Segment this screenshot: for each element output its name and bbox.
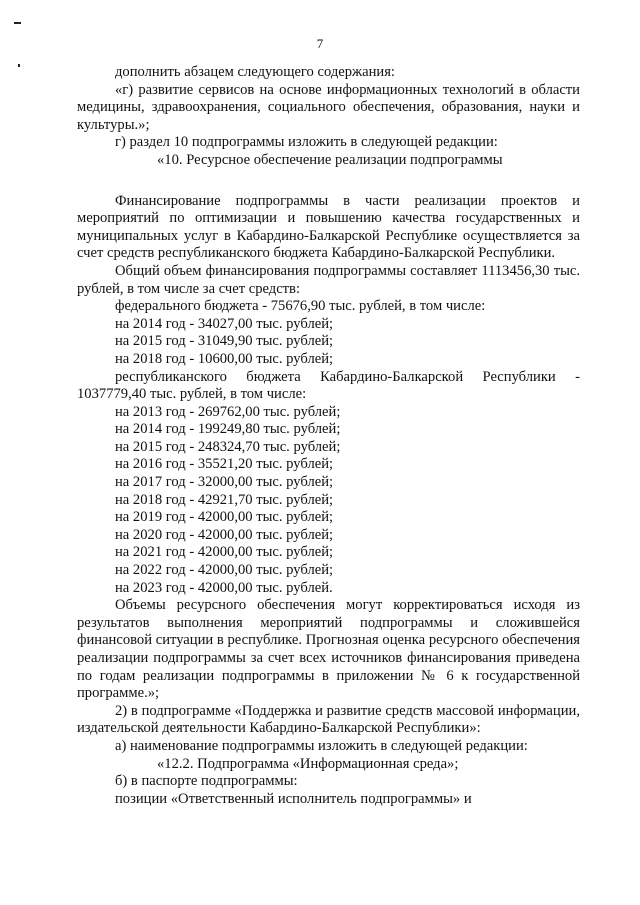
list-item: на 2017 год - 32000,00 тыс. рублей; [115, 474, 334, 491]
list-item: на 2018 год - 10600,00 тыс. рублей; [115, 350, 334, 367]
republic-budget-list [77, 404, 580, 598]
paragraph: республиканского бюджета Кабардино-Балкарской Республики - 1037779,40 тыс. рублей, в том числе: [77, 368, 580, 403]
list-item: на 2021 год - 42000,00 тыс. рублей; [115, 544, 334, 561]
list-item: на 2015 год - 248324,70 тыс. рублей; [115, 438, 341, 455]
paragraph: Объемы ресурсного обеспечения могут корректироваться исходя из результатов выполнения мероприятий подпрограммы и сложившейся финансовой ситуации в республике. Прогнозная оценка ресурсного обеспечения реализации подпрограммы за счет всех источников финансирования приведена по годам реализации подпрограммы в приложении № 6 к государственной программе.»; [77, 597, 580, 702]
list-item: на 2015 год - 31049,90 тыс. рублей; [115, 333, 334, 350]
paragraph: позиции «Ответственный исполнитель подпрограммы» и [115, 790, 472, 807]
paragraph: дополнить абзацем следующего содержания: [115, 64, 395, 80]
scan-artifact-mark [14, 22, 21, 24]
list-item: на 2022 год - 42000,00 тыс. рублей; [115, 562, 334, 579]
paragraph: г) раздел 10 подпрограммы изложить в следующей редакции: [115, 134, 498, 151]
paragraph: а) наименование подпрограммы изложить в следующей редакции: [115, 737, 528, 754]
page-number: 7 [316, 36, 324, 51]
list-item: на 2014 год - 34027,00 тыс. рублей; [115, 315, 334, 332]
list-item: на 2016 год - 35521,20 тыс. рублей; [115, 456, 334, 473]
list-item: на 2020 год - 42000,00 тыс. рублей; [115, 526, 334, 543]
list-item: на 2013 год - 269762,00 тыс. рублей; [115, 403, 341, 420]
document-body [77, 64, 580, 808]
section-heading: «10. Ресурсное обеспечение реализации подпрограммы [157, 151, 503, 168]
paragraph: б) в паспорте подпрограммы: [115, 773, 298, 790]
list-item: на 2019 год - 42000,00 тыс. рублей; [115, 509, 334, 526]
list-item: на 2023 год - 42000,00 тыс. рублей. [115, 579, 333, 596]
paragraph: «12.2. Подпрограмма «Информационная среда»; [157, 755, 459, 772]
list-item: на 2014 год - 199249,80 тыс. рублей; [115, 421, 341, 438]
paragraph: федерального бюджета - 75676,90 тыс. рублей, в том числе: [115, 298, 486, 315]
scan-artifact-mark [18, 64, 20, 67]
paragraph: Финансирование подпрограммы в части реализации проектов и мероприятий по оптимизации и повышению качества государственных и муниципальных услуг в Кабардино-Балкарской Республике осуществляется за счет средств республиканского бюджета Кабардино-Балкарской Республики. [77, 192, 580, 262]
federal-budget-list [77, 316, 580, 369]
list-item: на 2018 год - 42921,70 тыс. рублей; [115, 491, 334, 508]
paragraph: Общий объем финансирования подпрограммы составляет 1113456,30 тыс. рублей, в том числе за счет средств: [77, 262, 580, 297]
paragraph: «г) развитие сервисов на основе информационных технологий в области медицины, здравоохранения, социального обеспечения, образования, науки и культуры.»; [77, 81, 580, 133]
blank-line [77, 170, 580, 193]
paragraph: 2) в подпрограмме «Поддержка и развитие средств массовой информации, издательской деятельности Кабардино-Балкарской Республики»: [77, 702, 580, 737]
